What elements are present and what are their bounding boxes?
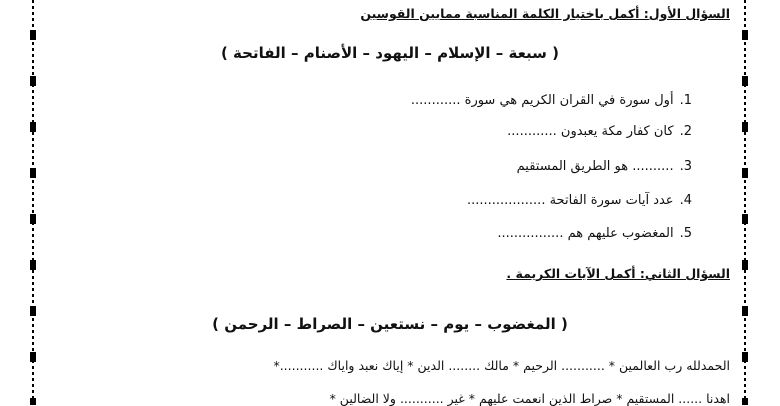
question2-title: السؤال الثاني: أكمل الآيات الكريمة . — [506, 266, 730, 281]
page-border-right — [742, 0, 748, 405]
question1-title: السؤال الأول: أكمل باختيار الكلمة المناسبة ممابين القوسين — [360, 6, 730, 21]
ayah-line: الحمدلله رب العالمين * ........... الرحيم * مالك ........ الدين * إياك نعبد واياك ...........* — [273, 358, 730, 373]
worksheet — [50, 0, 730, 405]
question2-word-bank: ( المغضوب – يوم – نستعين – الصراط – الرحمن ) — [212, 315, 568, 333]
item-number: 1. — [679, 93, 692, 108]
item-text: المغضوب عليهم هم ................ — [497, 226, 674, 241]
item-text: كان كفار مكة يعبدون ............ — [507, 124, 674, 139]
question1-item — [411, 93, 692, 108]
item-number: 4. — [679, 193, 692, 208]
question1-word-bank: ( سبعة – الإسلام – اليهود – الأصنام – الفاتحة ) — [220, 44, 559, 62]
item-text: عدد آيات سورة الفاتحة ................... — [466, 193, 674, 208]
question1-item — [467, 193, 692, 208]
page-border-left — [30, 0, 36, 405]
item-number: 2. — [679, 124, 692, 139]
question1-item — [517, 159, 692, 174]
item-text: أول سورة في القران الكريم هي سورة ............ — [410, 93, 674, 108]
question1-item — [497, 226, 692, 241]
item-number: 5. — [679, 226, 692, 241]
question1-item — [507, 124, 692, 139]
item-text: .......... هو الطريق المستقيم — [516, 159, 674, 174]
item-number: 3. — [679, 159, 692, 174]
ayah-line: اهدنا ...... المستقيم * صراط الذين انعمت عليهم * غير ........... ولا الضالين * — [329, 391, 730, 406]
